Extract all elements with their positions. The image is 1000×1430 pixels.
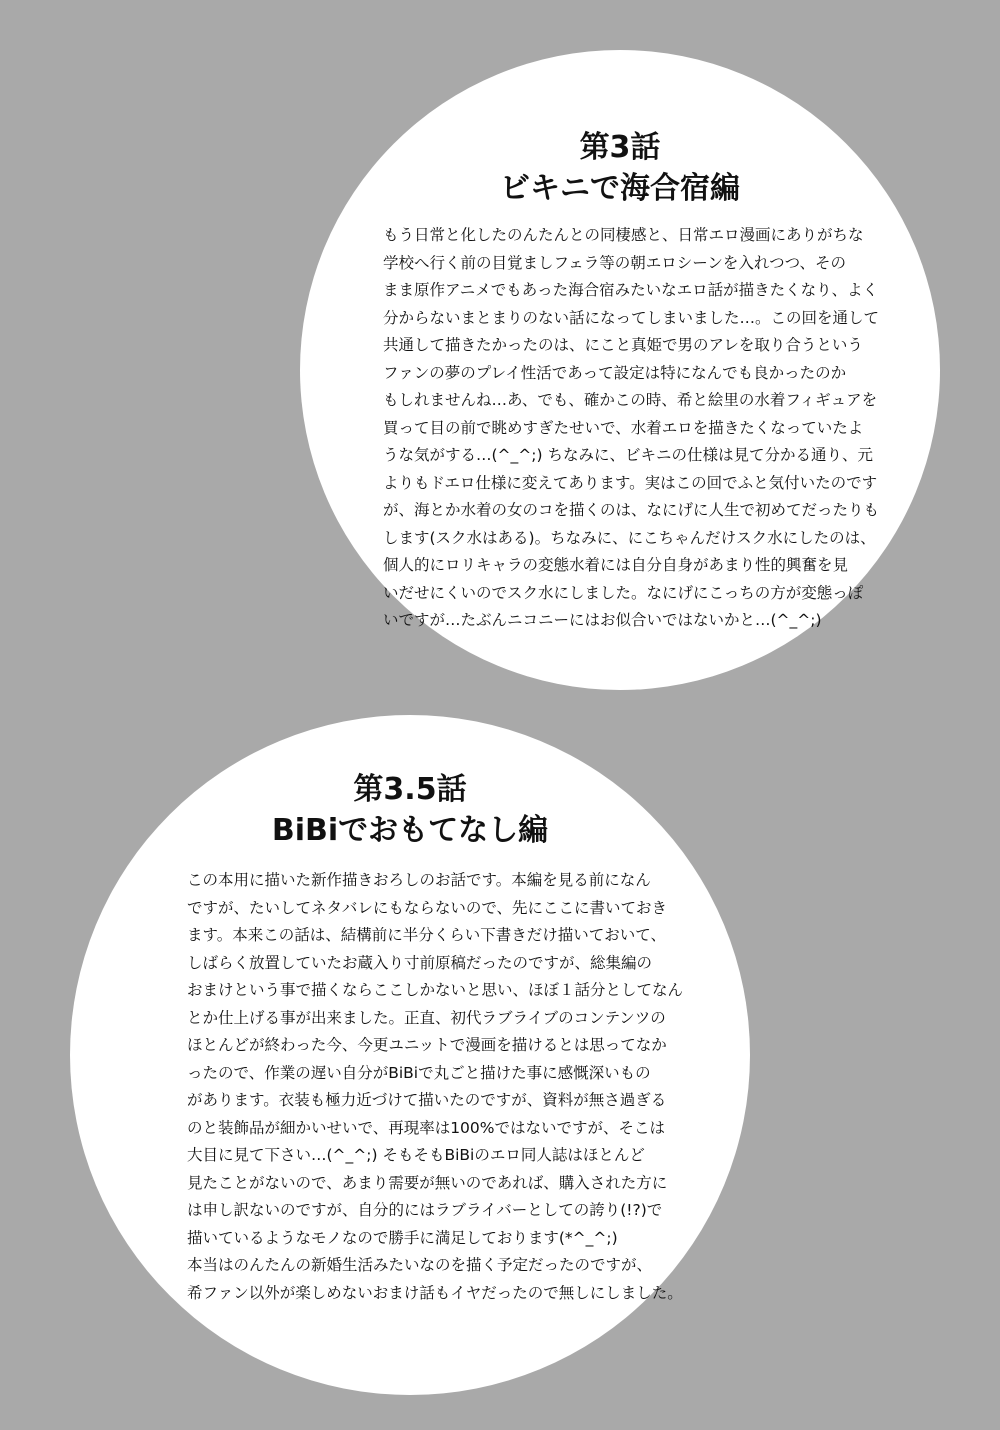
section2-body bbox=[187, 867, 684, 1307]
body-line: 見たことがないので、あまり需要が無いのであれば、購入された方に bbox=[187, 1173, 668, 1192]
body-line: いですが…たぶんニコニーにはお似合いではないかと…(^_^;) bbox=[383, 611, 822, 629]
body-line: があります。衣装も極力近づけて描いたのですが、資料が無さ過ぎる bbox=[187, 1091, 667, 1109]
body-line: ですが、たいしてネタバレにもならないので、先にここに書いておき bbox=[187, 898, 668, 917]
body-line: まま原作アニメでもあった海合宿みたいなエロ話が描きたくなり、よく bbox=[383, 281, 879, 299]
section1-title-subtitle: ビキニで海合宿編 bbox=[500, 170, 740, 206]
body-line: 分からないまとまりのない話になってしまいました…。この回を通して bbox=[383, 308, 880, 327]
section2-title-episode: 第3.5話 bbox=[353, 772, 467, 807]
section1-title bbox=[480, 128, 760, 209]
body-line: 学校へ行く前の目覚ましフェラ等の朝エロシーンを入れつつ、その bbox=[383, 253, 846, 272]
body-line: ファンの夢のプレイ性活であって設定は特になんでも良かったのか bbox=[383, 363, 847, 382]
body-line: 買って目の前で眺めすぎたせいで、水着エロを描きたくなっていたよ bbox=[383, 418, 864, 437]
body-line: よりもドエロ仕様に変えてあります。実はこの回でふと気付いたのです bbox=[383, 473, 878, 492]
body-line: のと装飾品が細かいせいで、再現率は100%ではないですが、そこは bbox=[187, 1118, 666, 1137]
section2-title-subtitle: BiBiでおもてなし編 bbox=[271, 812, 549, 848]
body-line: が、海とか水着の女のコを描くのは、なにげに人生で初めてだったりも bbox=[383, 501, 880, 519]
body-line: 大目に見て下さい…(^_^;) そもそもBiBiのエロ同人誌はほとんど bbox=[187, 1146, 645, 1164]
body-line: 個人的にロリキャラの変態水着には自分自身があまり性的興奮を見 bbox=[383, 556, 849, 574]
body-line: うな気がする…(^_^;) ちなみに、ビキニの仕様は見て分かる通り、元 bbox=[383, 446, 873, 464]
body-line: しばらく放置していたお蔵入り寸前原稿だったのですが、総集編の bbox=[187, 953, 653, 972]
body-line: ったので、作業の遅い自分がBiBiで丸ごと描けた事に感慨深いもの bbox=[187, 1063, 651, 1082]
body-line: もしれませんね…あ、でも、確かこの時、希と絵里の水着フィギュアを bbox=[383, 391, 878, 409]
body-line: 本当はのんたんの新婚生活みたいなのを描く予定だったのですが、 bbox=[187, 1256, 653, 1274]
body-line: 描いているようなモノなので勝手に満足しております(*^_^;) bbox=[187, 1228, 618, 1247]
body-line: おまけという事で描くならここしかないと思い、ほぼ１話分としてなん bbox=[187, 981, 684, 999]
body-line: この本用に描いた新作描きおろしのお話です。本編を見る前になん bbox=[187, 871, 651, 889]
section1-title-episode: 第3話 bbox=[579, 130, 661, 165]
body-line: とか仕上げる事が出来ました。正直、初代ラブライブのコンテンツの bbox=[187, 1008, 666, 1027]
body-line: 希ファン以外が楽しめないおまけ話もイヤだったので無しにしました。 bbox=[187, 1283, 683, 1302]
body-line: ほとんどが終わった今、今更ユニットで漫画を描けるとは思ってなか bbox=[187, 1036, 667, 1054]
section1-body bbox=[383, 222, 880, 635]
section2-title bbox=[250, 770, 570, 851]
body-line: もう日常と化したのんたんとの同棲感と、日常エロ漫画にありがちな bbox=[383, 226, 864, 244]
body-line: します(スク水はある)。ちなみに、にこちゃんだけスク水にしたのは、 bbox=[383, 528, 876, 547]
body-line: は申し訳ないのですが、自分的にはラブライバーとしての誇り(!?)で bbox=[187, 1201, 663, 1219]
body-line: いだせにくいのでスク水にしました。なにげにこっちの方が変態っぽ bbox=[383, 583, 864, 602]
body-line: 共通して描きたかったのは、にこと真姫で男のアレを取り合うという bbox=[383, 336, 863, 354]
body-line: ます。本来この話は、結構前に半分くらい下書きだけ描いておいて、 bbox=[187, 926, 666, 944]
